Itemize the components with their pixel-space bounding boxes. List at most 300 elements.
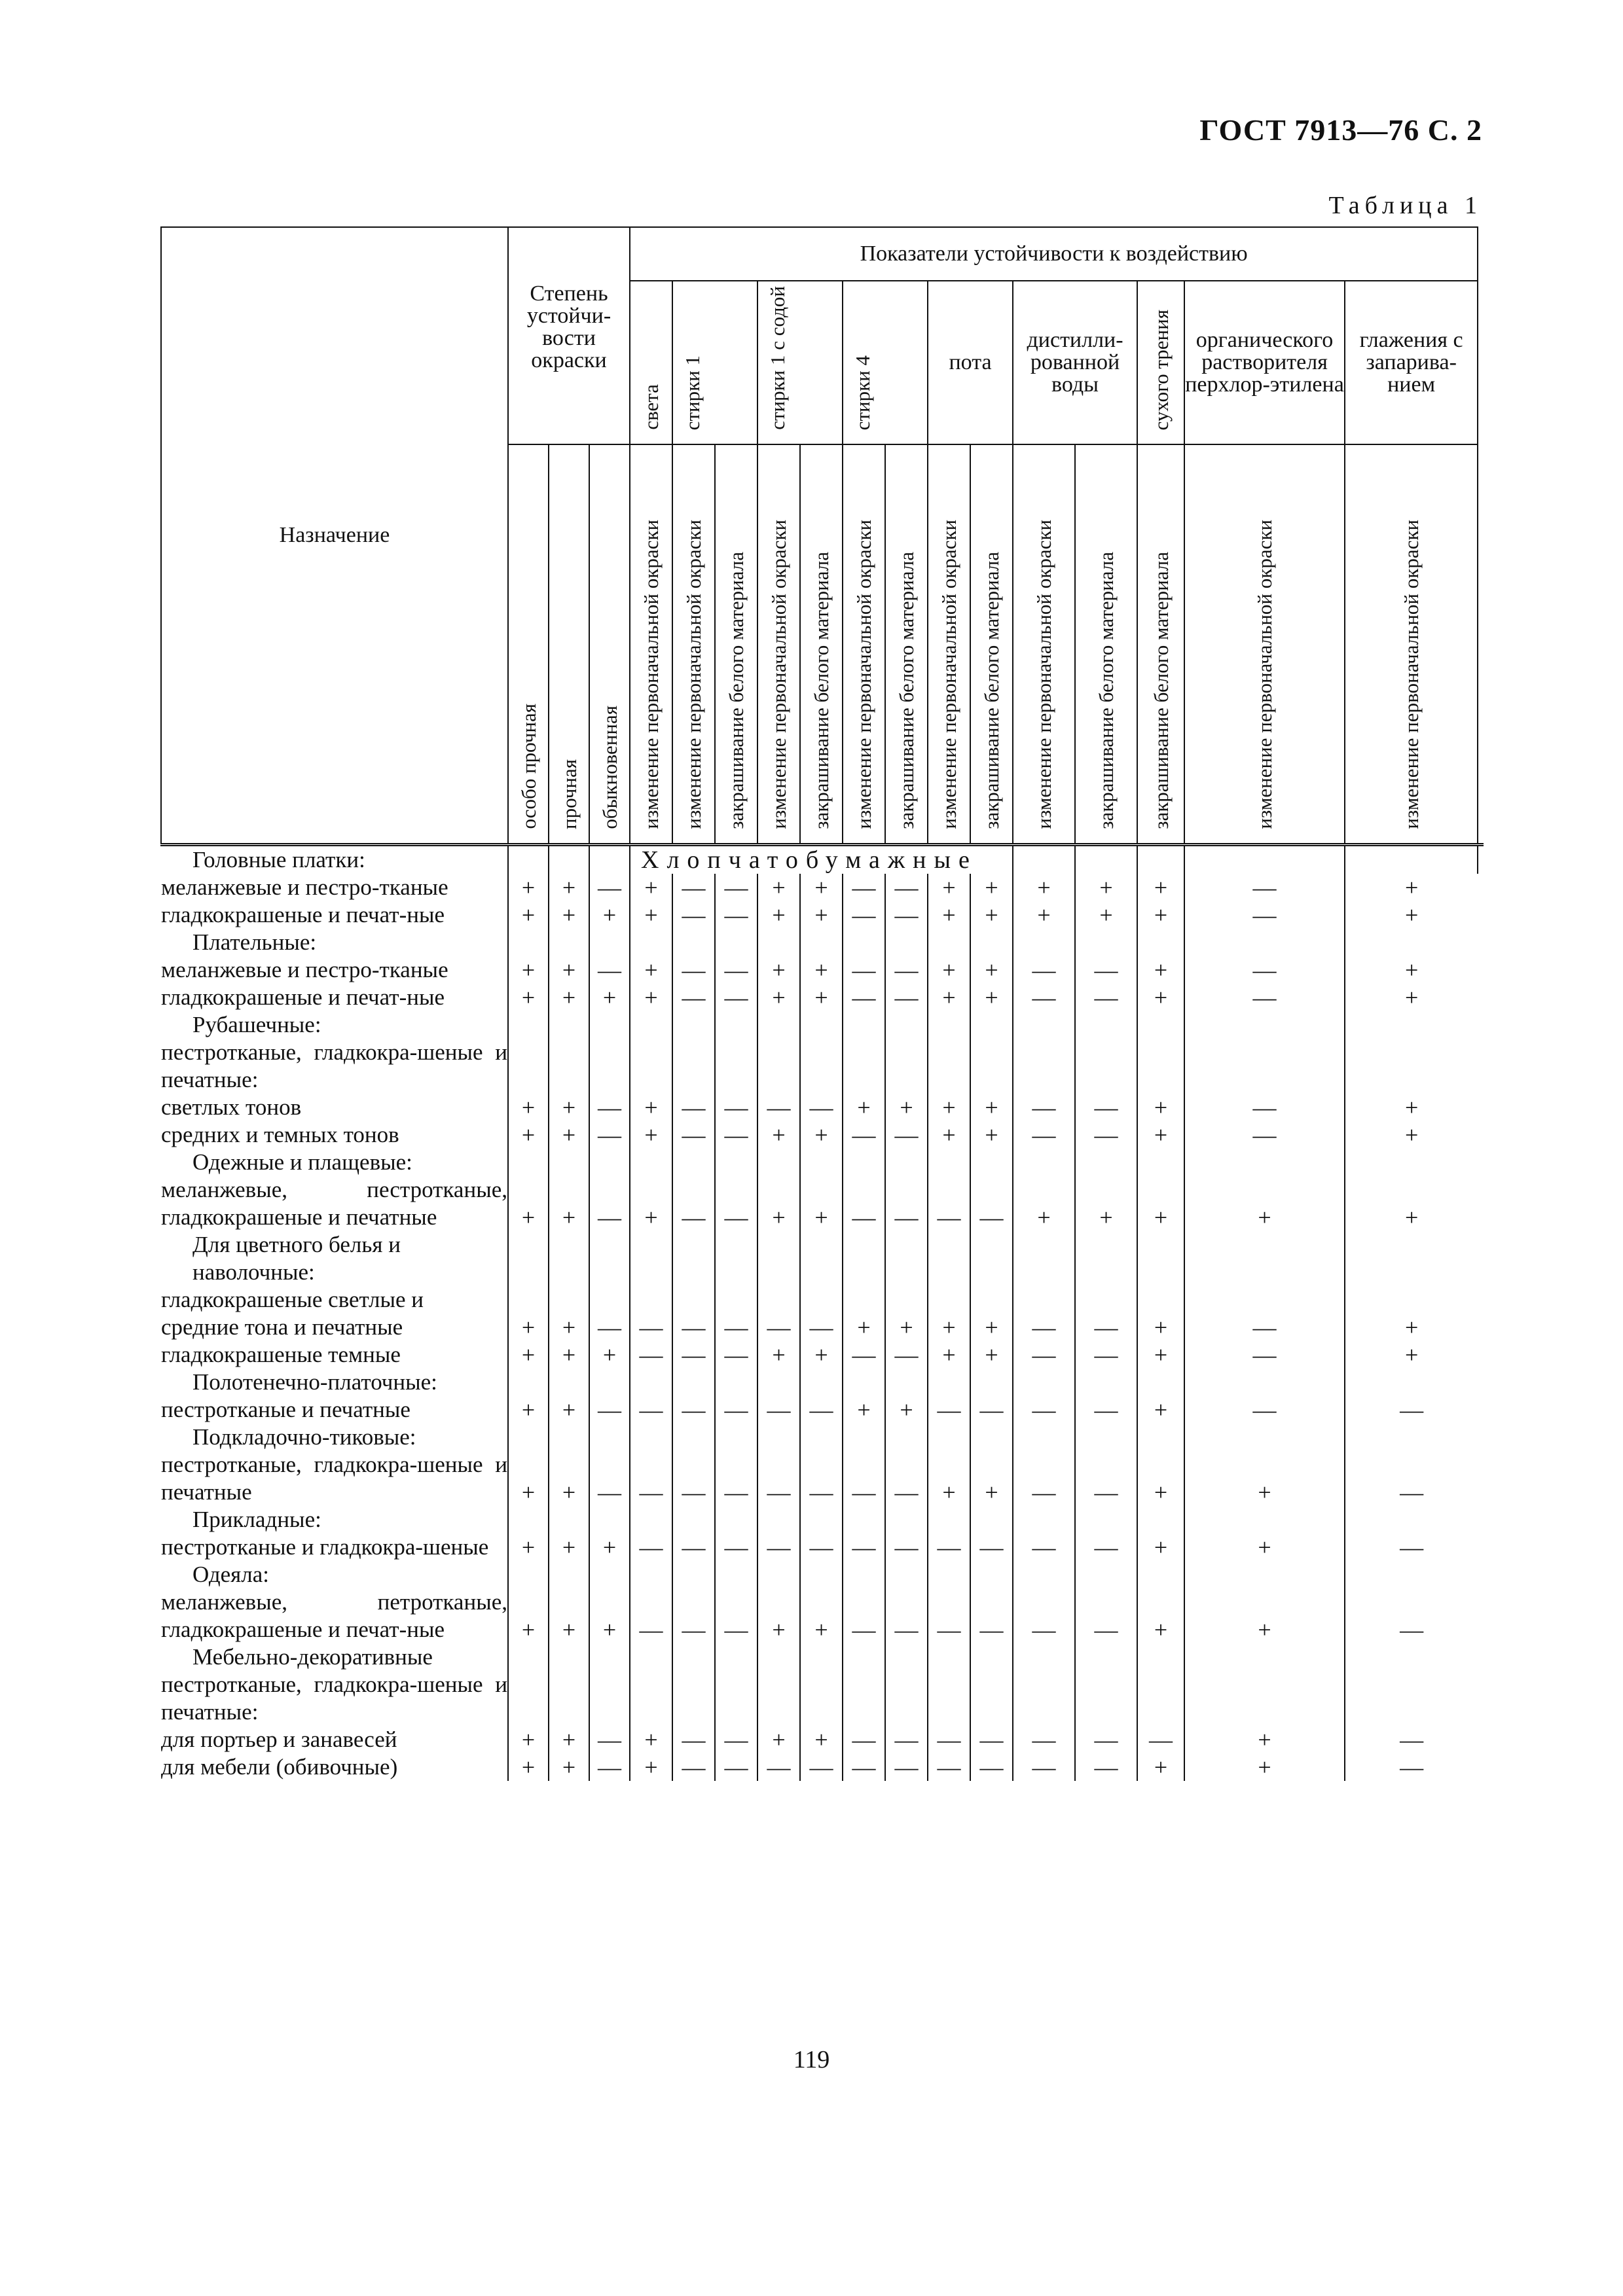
mark-cell: + bbox=[549, 874, 589, 901]
mark-cell bbox=[630, 1369, 672, 1396]
mark-cell bbox=[757, 1231, 800, 1286]
table-row bbox=[161, 1121, 1484, 1149]
mark-cell bbox=[928, 1561, 970, 1588]
mark-cell: — bbox=[970, 1396, 1013, 1424]
mark-cell: — bbox=[715, 1451, 757, 1506]
mark-cell: — bbox=[843, 1176, 885, 1231]
mark-cell bbox=[1184, 1011, 1345, 1039]
mark-cell bbox=[1075, 1561, 1137, 1588]
mark-cell: — bbox=[715, 1176, 757, 1231]
table-row bbox=[161, 984, 1484, 1011]
mark-cell bbox=[1345, 1286, 1478, 1314]
mark-cell: — bbox=[757, 1534, 800, 1561]
mark-cell: + bbox=[970, 956, 1013, 984]
mark-cell bbox=[508, 1561, 549, 1588]
mark-cell bbox=[508, 1643, 549, 1671]
mark-cell bbox=[1345, 1011, 1478, 1039]
mark-cell: — bbox=[1345, 1726, 1478, 1753]
mark-cell: + bbox=[970, 1451, 1013, 1506]
mark-cell: — bbox=[1075, 1396, 1137, 1424]
sub-wash1-staining: закрашивание белого материала bbox=[715, 444, 757, 844]
mark-cell bbox=[757, 1286, 800, 1314]
mark-cell: + bbox=[549, 1121, 589, 1149]
row-name: меланжевые, петротканые, гладкокрашеные и печат-ные bbox=[161, 1588, 507, 1642]
mark-cell bbox=[757, 1561, 800, 1588]
mark-cell: — bbox=[672, 1726, 715, 1753]
mark-cell bbox=[549, 929, 589, 956]
mark-cell bbox=[843, 1506, 885, 1534]
mark-cell: + bbox=[757, 901, 800, 929]
mark-cell: — bbox=[1075, 1094, 1137, 1121]
mark-cell bbox=[715, 1671, 757, 1726]
sub-strong: прочная bbox=[549, 444, 589, 844]
mark-cell: — bbox=[589, 1176, 630, 1231]
mark-cell: + bbox=[800, 1588, 843, 1643]
mark-cell: + bbox=[928, 1451, 970, 1506]
table-row bbox=[161, 1176, 1484, 1231]
mark-cell bbox=[1184, 1286, 1345, 1314]
mark-cell: + bbox=[928, 956, 970, 984]
mark-cell: — bbox=[843, 1121, 885, 1149]
mark-cell: — bbox=[1345, 1588, 1478, 1643]
mark-cell bbox=[885, 1231, 928, 1286]
mark-cell bbox=[672, 1231, 715, 1286]
mark-cell: + bbox=[508, 1314, 549, 1341]
mark-cell: — bbox=[757, 1314, 800, 1341]
group-wash1: стирки 1 bbox=[672, 281, 757, 444]
mark-cell: — bbox=[970, 1534, 1013, 1561]
row-name: гладкокрашеные темные bbox=[161, 1341, 401, 1367]
mark-cell: — bbox=[1345, 1753, 1478, 1781]
mark-cell: — bbox=[630, 1396, 672, 1424]
mark-cell: — bbox=[970, 1726, 1013, 1753]
mark-cell: — bbox=[843, 956, 885, 984]
mark-cell: + bbox=[1013, 901, 1075, 929]
mark-cell: — bbox=[885, 1753, 928, 1781]
mark-cell bbox=[970, 1286, 1013, 1314]
mark-cell bbox=[1345, 1561, 1478, 1588]
mark-cell bbox=[970, 1369, 1013, 1396]
mark-cell: — bbox=[800, 1451, 843, 1506]
mark-cell: — bbox=[885, 1341, 928, 1369]
row-name: пестротканые, гладкокра-шеные и печатные bbox=[161, 1451, 507, 1505]
mark-cell bbox=[589, 1506, 630, 1534]
mark-cell: + bbox=[757, 1341, 800, 1369]
mark-cell: — bbox=[630, 1314, 672, 1341]
mark-cell: — bbox=[800, 1396, 843, 1424]
mark-cell: — bbox=[589, 1753, 630, 1781]
group-sweat: пота bbox=[928, 281, 1013, 444]
mark-cell bbox=[885, 1671, 928, 1726]
mark-cell: — bbox=[1013, 1094, 1075, 1121]
mark-cell bbox=[1345, 1369, 1478, 1396]
mark-cell bbox=[800, 1231, 843, 1286]
mark-cell bbox=[589, 1671, 630, 1726]
mark-cell bbox=[843, 1424, 885, 1451]
mark-cell: + bbox=[1345, 1341, 1478, 1369]
mark-cell: — bbox=[800, 1314, 843, 1341]
mark-cell: — bbox=[800, 1094, 843, 1121]
mark-cell: — bbox=[672, 1094, 715, 1121]
mark-cell bbox=[508, 1369, 549, 1396]
mark-cell: — bbox=[885, 984, 928, 1011]
mark-cell: + bbox=[970, 874, 1013, 901]
mark-cell bbox=[589, 1643, 630, 1671]
table-row bbox=[161, 1149, 1484, 1176]
mark-cell bbox=[508, 1149, 549, 1176]
mark-cell bbox=[800, 1424, 843, 1451]
row-name: для портьер и занавесей bbox=[161, 1726, 397, 1752]
mark-cell: — bbox=[589, 1726, 630, 1753]
sub-distilled-change: изменение первоначальной окраски bbox=[1013, 444, 1075, 844]
mark-cell: + bbox=[757, 1176, 800, 1231]
mark-cell bbox=[843, 1231, 885, 1286]
mark-cell bbox=[843, 1149, 885, 1176]
group-wash4: стирки 4 bbox=[843, 281, 928, 444]
mark-cell bbox=[672, 1671, 715, 1726]
table-row bbox=[161, 901, 1484, 929]
mark-cell: + bbox=[800, 1341, 843, 1369]
mark-cell bbox=[843, 1643, 885, 1671]
mark-cell bbox=[885, 1506, 928, 1534]
mark-cell bbox=[885, 1561, 928, 1588]
mark-cell bbox=[1184, 1369, 1345, 1396]
mark-cell bbox=[508, 929, 549, 956]
row-name: гладкокрашеные и печат-ные bbox=[161, 984, 445, 1010]
mark-cell: + bbox=[1137, 1753, 1184, 1781]
indicators-header: Показатели устойчивости к воздействию bbox=[630, 227, 1478, 281]
mark-cell bbox=[630, 1643, 672, 1671]
mark-cell: + bbox=[589, 1534, 630, 1561]
table-row bbox=[161, 1643, 1484, 1671]
mark-cell bbox=[672, 1286, 715, 1314]
mark-cell: + bbox=[630, 1121, 672, 1149]
mark-cell bbox=[928, 1039, 970, 1094]
mark-cell bbox=[508, 1039, 549, 1094]
mark-cell: + bbox=[928, 1121, 970, 1149]
mark-cell: + bbox=[1184, 1176, 1345, 1231]
mark-cell: — bbox=[589, 1451, 630, 1506]
table-row bbox=[161, 1396, 1484, 1424]
mark-cell: — bbox=[672, 1121, 715, 1149]
mark-cell: — bbox=[589, 1396, 630, 1424]
mark-cell bbox=[508, 1231, 549, 1286]
mark-cell: — bbox=[885, 1176, 928, 1231]
mark-cell: — bbox=[1184, 1396, 1345, 1424]
mark-cell bbox=[1075, 1011, 1137, 1039]
mark-cell: + bbox=[885, 1094, 928, 1121]
mark-cell: — bbox=[1184, 956, 1345, 984]
mark-cell bbox=[843, 1286, 885, 1314]
page-number: 119 bbox=[793, 2046, 830, 2073]
table-row bbox=[161, 956, 1484, 984]
table-row bbox=[161, 1534, 1484, 1561]
mark-cell: — bbox=[589, 1314, 630, 1341]
mark-cell: + bbox=[757, 1588, 800, 1643]
mark-cell bbox=[970, 1643, 1013, 1671]
mark-cell bbox=[1345, 1231, 1478, 1286]
mark-cell bbox=[970, 1149, 1013, 1176]
table-row bbox=[161, 1314, 1484, 1341]
mark-cell bbox=[800, 1149, 843, 1176]
group-distilled: дистилли-рованной воды bbox=[1013, 281, 1137, 444]
mark-cell: — bbox=[1345, 1451, 1478, 1506]
mark-cell: — bbox=[1013, 1534, 1075, 1561]
table-label: Таблица 1 bbox=[1328, 192, 1482, 219]
mark-cell bbox=[672, 1506, 715, 1534]
mark-cell bbox=[757, 1011, 800, 1039]
mark-cell: — bbox=[1345, 1534, 1478, 1561]
mark-cell bbox=[885, 1643, 928, 1671]
mark-cell bbox=[800, 1039, 843, 1094]
mark-cell: — bbox=[1075, 1534, 1137, 1561]
mark-cell: + bbox=[970, 984, 1013, 1011]
mark-cell bbox=[1075, 1643, 1137, 1671]
row-name: пестротканые, гладкокра-шеные и печатные: bbox=[161, 1039, 507, 1092]
mark-cell: + bbox=[630, 1094, 672, 1121]
group-wash1-soda: стирки 1 с содой bbox=[757, 281, 843, 444]
mark-cell bbox=[630, 1039, 672, 1094]
mark-cell bbox=[508, 1286, 549, 1314]
mark-cell bbox=[1075, 1231, 1137, 1286]
mark-cell: + bbox=[549, 1753, 589, 1781]
mark-cell: — bbox=[715, 901, 757, 929]
mark-cell bbox=[1137, 929, 1184, 956]
mark-cell bbox=[800, 1506, 843, 1534]
mark-cell: — bbox=[928, 1534, 970, 1561]
mark-cell: + bbox=[549, 956, 589, 984]
mark-cell: + bbox=[630, 1753, 672, 1781]
table-row bbox=[161, 1369, 1484, 1396]
mark-cell bbox=[715, 929, 757, 956]
mark-cell: — bbox=[672, 901, 715, 929]
mark-cell bbox=[1184, 1643, 1345, 1671]
mark-cell bbox=[549, 1011, 589, 1039]
mark-cell: — bbox=[1345, 1396, 1478, 1424]
mark-cell: — bbox=[715, 956, 757, 984]
mark-cell: + bbox=[843, 1396, 885, 1424]
mark-cell: — bbox=[672, 984, 715, 1011]
mark-cell: + bbox=[549, 1451, 589, 1506]
mark-cell: + bbox=[549, 1314, 589, 1341]
mark-cell: + bbox=[928, 1341, 970, 1369]
group-row bbox=[161, 844, 1484, 874]
mark-cell bbox=[549, 1561, 589, 1588]
mark-cell bbox=[549, 1231, 589, 1286]
row-name: Рубашечные: bbox=[192, 1011, 321, 1037]
mark-cell bbox=[508, 1424, 549, 1451]
mark-cell: — bbox=[1075, 1753, 1137, 1781]
mark-cell: + bbox=[800, 1726, 843, 1753]
mark-cell: — bbox=[1184, 1094, 1345, 1121]
mark-cell: — bbox=[885, 874, 928, 901]
mark-cell bbox=[1137, 1149, 1184, 1176]
mark-cell: + bbox=[928, 1314, 970, 1341]
mark-cell bbox=[549, 1643, 589, 1671]
mark-cell: + bbox=[970, 1121, 1013, 1149]
mark-cell: + bbox=[970, 1314, 1013, 1341]
mark-cell: + bbox=[1137, 1176, 1184, 1231]
mark-cell: + bbox=[589, 901, 630, 929]
mark-cell bbox=[757, 1369, 800, 1396]
mark-cell: + bbox=[589, 1588, 630, 1643]
mark-cell: + bbox=[1345, 1121, 1478, 1149]
mark-cell bbox=[800, 1561, 843, 1588]
mark-cell bbox=[800, 1286, 843, 1314]
mark-cell: — bbox=[672, 1588, 715, 1643]
mark-cell: + bbox=[549, 984, 589, 1011]
row-name: Головные платки: bbox=[161, 844, 508, 874]
mark-cell bbox=[928, 1424, 970, 1451]
mark-cell: + bbox=[800, 874, 843, 901]
mark-cell bbox=[843, 1039, 885, 1094]
mark-cell bbox=[843, 1369, 885, 1396]
sub-dryrub-staining: закрашивание белого материала bbox=[1137, 444, 1184, 844]
mark-cell: — bbox=[970, 1176, 1013, 1231]
mark-cell bbox=[1345, 1149, 1478, 1176]
mark-cell: — bbox=[715, 1396, 757, 1424]
mark-cell bbox=[1184, 1671, 1345, 1726]
mark-cell: + bbox=[549, 1341, 589, 1369]
mark-cell bbox=[928, 1231, 970, 1286]
mark-cell bbox=[928, 1286, 970, 1314]
sub-ordinary: обыкновенная bbox=[589, 444, 630, 844]
mark-cell: + bbox=[508, 1176, 549, 1231]
mark-cell: + bbox=[1137, 1094, 1184, 1121]
mark-cell bbox=[928, 1643, 970, 1671]
mark-cell bbox=[970, 1039, 1013, 1094]
mark-cell: — bbox=[672, 874, 715, 901]
mark-cell bbox=[715, 1506, 757, 1534]
mark-cell: + bbox=[508, 1121, 549, 1149]
mark-cell bbox=[1013, 1286, 1075, 1314]
mark-cell: — bbox=[672, 1314, 715, 1341]
mark-cell bbox=[715, 1424, 757, 1451]
mark-cell: + bbox=[508, 1094, 549, 1121]
mark-cell bbox=[800, 1643, 843, 1671]
table-row bbox=[161, 1094, 1484, 1121]
mark-cell bbox=[589, 1011, 630, 1039]
mark-cell bbox=[1013, 1671, 1075, 1726]
mark-cell bbox=[1345, 1643, 1478, 1671]
mark-cell bbox=[1137, 1671, 1184, 1726]
mark-cell: — bbox=[928, 1396, 970, 1424]
mark-cell bbox=[1075, 1506, 1137, 1534]
sub-wash1-change: изменение первоначальной окраски bbox=[672, 444, 715, 844]
mark-cell: — bbox=[1075, 1314, 1137, 1341]
mark-cell: — bbox=[672, 1341, 715, 1369]
mark-cell: + bbox=[1184, 1534, 1345, 1561]
mark-cell: — bbox=[1013, 1314, 1075, 1341]
mark-cell: — bbox=[757, 1396, 800, 1424]
mark-cell: — bbox=[928, 1176, 970, 1231]
row-name: меланжевые и пестро-тканые bbox=[161, 956, 448, 982]
mark-cell bbox=[1137, 1011, 1184, 1039]
mark-cell: — bbox=[928, 1726, 970, 1753]
table-row bbox=[161, 1231, 1484, 1286]
mark-cell: + bbox=[885, 1396, 928, 1424]
row-name: светлых тонов bbox=[161, 1094, 302, 1120]
table-row bbox=[161, 1039, 1484, 1094]
mark-cell bbox=[589, 1424, 630, 1451]
table-row bbox=[161, 1286, 1484, 1314]
mark-cell: + bbox=[970, 1341, 1013, 1369]
mark-cell: + bbox=[1137, 1588, 1184, 1643]
row-name: меланжевые и пестро-тканые bbox=[161, 874, 448, 900]
mark-cell bbox=[1137, 1039, 1184, 1094]
mark-cell bbox=[1013, 1561, 1075, 1588]
mark-cell bbox=[1184, 929, 1345, 956]
mark-cell bbox=[843, 1011, 885, 1039]
table-row bbox=[161, 1424, 1484, 1451]
mark-cell: + bbox=[549, 1396, 589, 1424]
mark-cell: + bbox=[549, 1176, 589, 1231]
mark-cell bbox=[885, 929, 928, 956]
mark-cell: — bbox=[715, 1121, 757, 1149]
mark-cell: + bbox=[757, 1726, 800, 1753]
mark-cell: + bbox=[928, 901, 970, 929]
mark-cell: — bbox=[589, 874, 630, 901]
mark-cell: — bbox=[1075, 1451, 1137, 1506]
mark-cell: — bbox=[1013, 984, 1075, 1011]
row-name: Одеяла: bbox=[192, 1561, 269, 1587]
mark-cell: + bbox=[1137, 1396, 1184, 1424]
mark-cell: + bbox=[885, 1314, 928, 1341]
mark-cell: — bbox=[715, 1534, 757, 1561]
row-name: пестротканые, гладкокра-шеные и печатные: bbox=[161, 1671, 507, 1725]
mark-cell: — bbox=[843, 984, 885, 1011]
mark-cell bbox=[672, 1369, 715, 1396]
mark-cell: + bbox=[757, 874, 800, 901]
mark-cell bbox=[928, 1671, 970, 1726]
mark-cell bbox=[757, 1506, 800, 1534]
mark-cell: + bbox=[630, 956, 672, 984]
mark-cell bbox=[885, 1286, 928, 1314]
mark-cell: — bbox=[672, 1176, 715, 1231]
mark-cell: + bbox=[508, 1396, 549, 1424]
mark-cell: — bbox=[1075, 984, 1137, 1011]
mark-cell bbox=[630, 929, 672, 956]
mark-cell bbox=[1075, 929, 1137, 956]
mark-cell: + bbox=[549, 1726, 589, 1753]
mark-cell bbox=[800, 1011, 843, 1039]
mark-cell bbox=[1345, 1039, 1478, 1094]
mark-cell: + bbox=[1184, 1451, 1345, 1506]
mark-cell bbox=[1013, 1643, 1075, 1671]
mark-cell: — bbox=[843, 1726, 885, 1753]
table-row bbox=[161, 1726, 1484, 1753]
degree-header: Степень устойчи-вости окраски bbox=[508, 227, 630, 444]
table-row bbox=[161, 1011, 1484, 1039]
table-row bbox=[161, 1588, 1484, 1643]
mark-cell bbox=[1184, 1424, 1345, 1451]
mark-cell: — bbox=[715, 874, 757, 901]
mark-cell bbox=[843, 1671, 885, 1726]
mark-cell: — bbox=[1184, 1341, 1345, 1369]
mark-cell: — bbox=[885, 1534, 928, 1561]
table-row bbox=[161, 1451, 1484, 1506]
mark-cell bbox=[1013, 1039, 1075, 1094]
mark-cell bbox=[549, 1424, 589, 1451]
mark-cell: + bbox=[757, 984, 800, 1011]
mark-cell: — bbox=[1184, 1121, 1345, 1149]
mark-cell: — bbox=[630, 1341, 672, 1369]
mark-cell bbox=[589, 1039, 630, 1094]
mark-cell: — bbox=[1013, 1121, 1075, 1149]
mark-cell bbox=[715, 1231, 757, 1286]
mark-cell: + bbox=[1137, 874, 1184, 901]
sub-organic-change: изменение первоначальной окраски bbox=[1184, 444, 1345, 844]
